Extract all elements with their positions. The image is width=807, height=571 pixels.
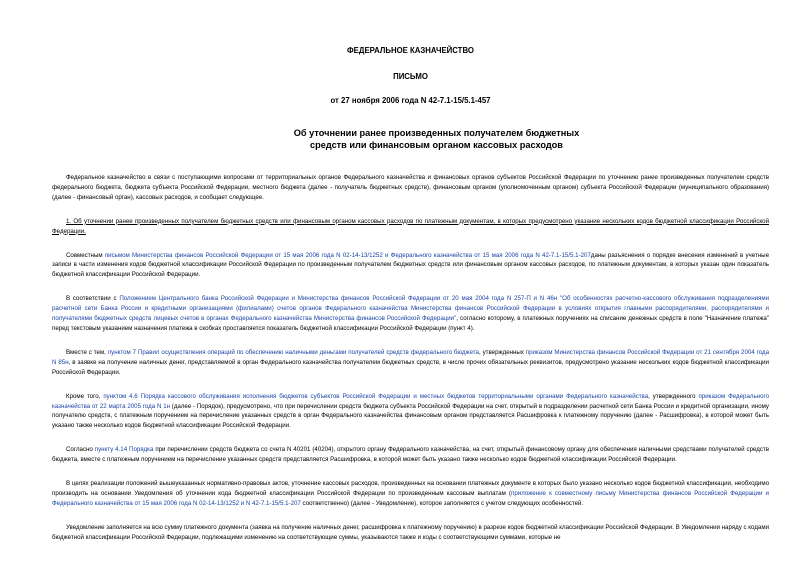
paragraph-notification: Уведомление заполняется на всю сумму платежного документа (заявка на получение наличных денег, расшифровка к платежному поручению) в разрезе кодов бюджетной классификации Российской Федерации. В Уведомлении наряду с кодами бюджетной классификации Российской Федерации, подлежащими изменению на соответствующие суммы, указываются также и коды с соответствующими суммами, которые не <box>52 523 769 541</box>
text-run: соответственно) (далее - Уведомление), которое заполняется с учетом следующих особенностей. <box>300 499 584 507</box>
text-run: , утвержденного <box>648 392 699 400</box>
title-line-1: Об уточнении ранее произведенных получателем бюджетных <box>293 128 580 138</box>
link-treasury-order-1n[interactable]: приказом Федерального казначейства от 22 марта 2005 года N 1н <box>52 392 769 410</box>
link-procedure-clause-4-14[interactable]: пункту 4.14 Порядка <box>94 446 154 454</box>
paragraph-cash-rules <box>52 348 769 378</box>
text-run: Совместным <box>66 251 105 259</box>
document-date-number: от 27 ноября 2006 года N 42-7.1-15/5.1-457 <box>330 96 491 105</box>
text-run: Вместе с тем, <box>66 348 108 356</box>
paragraph-central-bank-regulation <box>52 294 769 334</box>
text-run: (далее - Порядок), предусмотрено, что при перечислении средств бюджета субъекта Российской Федерации на счет, открытый в подразделении расчетной сети Банка России и кредитной организации, иному получателю средств, с платежным поручением на перечисление указанных средств в орган Федерального казначейства финансовым органом представляется Расшифровка к платежному поручению (далее - Расшифровка), в которой может быть указано также несколько кодов бюджетной классификации Российской Федерации. <box>52 402 769 430</box>
text-run: Кроме того, <box>66 392 104 400</box>
text-run: В соответствии с <box>66 295 120 303</box>
paragraph-procedure-4-6 <box>52 392 769 432</box>
paragraph-joint-letter <box>52 251 769 281</box>
text-run: при перечислении средств бюджета со счета N 40201 (40204), открытого органу Федерального казначейства, на счет, открытый финансовому органу для обеспечения наличными средствами получателей средств бюджета, вместе с платежным поручением на перечисление указанных средств представляется Расшифровка, в которой может быть указано также несколько кодов бюджетной классификации Российской Федерации. <box>52 446 769 464</box>
link-joint-letter-appendix[interactable]: приложение к совместному письму Министерства финансов Российской Федерации и Федерального казначейства от 15 мая 2006 года N 02-14-13/1252 и N 42-7.1-15/5.1-207 <box>52 489 769 507</box>
section-1-heading: 1. Об уточнении ранее произведенных получателем бюджетных средств или финансовым органом кассовых расходов по платежным документам, в которых предусмотрено указание нескольких кодов бюджетной классификации Российской Федерации. <box>52 217 769 235</box>
document-title <box>104 127 769 151</box>
link-procedure-clause-4-6[interactable]: пунктом 4.6 Порядка кассового обслуживания исполнения бюджетов субъектов Российской Федерации и местных бюджетов территориальными органами Федерального казначейства <box>103 392 649 400</box>
link-central-bank-regulation[interactable]: Положением Центрального банка Российской Федерации и Министерства финансов Российской Федерации от 20 мая 2004 года N 257-П и N 46н "Об особенностях расчетно-кассового обслуживания подразделениями расчетной сети Банка России и кредитными организациями (филиалами) счетов органов Федерального казначейства Министерства финансов Российской Федерации в условиях открытия главными распорядителями, распорядителями и получателями бюджетных средств лицевых счетов в органах Федерального казначейства Министерства финансов Российской Федерации" <box>52 295 769 323</box>
link-minfin-order-85n[interactable]: приказом Министерства финансов Российской Федерации от 21 сентября 2004 года N 85н <box>52 348 769 366</box>
document-type: ПИСЬМО <box>393 72 428 81</box>
document-body <box>52 173 769 543</box>
issuing-organization: ФЕДЕРАЛЬНОЕ КАЗНАЧЕЙСТВО <box>347 46 474 55</box>
text-run: , в заявке на получение наличных денег, представляемой в орган Федерального казначейства получателем бюджетных средств, в числе прочих обязательных реквизитов, предусмотрено указание нескольких кодов бюджетной классификации Российской Федерации. <box>52 358 769 376</box>
title-line-2: средств или финансовым органом кассовых расходов <box>310 140 563 150</box>
link-cash-rules-clause-7[interactable]: пунктом 7 Правил осуществления операций по обеспечению наличными деньгами получателей средств федерального бюджета <box>107 348 479 356</box>
paragraph-implementation <box>52 479 769 509</box>
paragraph-procedure-4-14 <box>52 445 769 465</box>
link-joint-letter-2006[interactable]: письмом Министерства финансов Российской Федерации от 15 мая 2006 года N 02-14-13/1252 и Федерального казначейства от 15 мая 2006 года N 42-7.1-15/5.1-207 <box>104 251 591 259</box>
text-run: Согласно <box>66 446 95 454</box>
paragraph-intro: Федеральное казначейство в связи с поступающими вопросами от территориальных органов Федерального казначейства и финансовых органов субъектов Российской Федерации по уточнению ранее произведенных получателем средств федерального бюджета, бюджета субъекта Российской Федерации, местного бюджета (далее - получатель бюджетных средств), финансовым органом (уполномоченным органом) субъекта Российской Федерации (муниципального образования) (далее - финансовый орган), кассовых расходов, и сообщает следующее. <box>52 174 769 201</box>
text-run: даны разъяснения о порядке внесения изменений в учетные записи в части изменения кодов бюджетной классификации Российской Федерации по произведенным получателем бюджетных средств или финансовым органом кассовых расходов, по платежным документам, в которых указан один показатель бюджетной классификации Российской Федерации. <box>52 251 769 279</box>
text-run: , согласно которому, в платежных поручениях на списание денежных средств в поле "Назначение платежа" перед текстовым указанием назначения платежа в скобках проставляется показатель бюджетной классификации Российской Федерации (пункт 4). <box>52 315 769 332</box>
text-run: , утвержденных <box>478 348 526 356</box>
text-run: В целях реализации положений вышеуказанных нормативно-правовых актов, уточнение кассовых расходов, произведенных на основании платежных документе в которых было указано несколько кодов бюджетной классификации, необходимо производить на основании Уведомления об уточнении кода бюджетной классификации Российской Федерации по произведенным кассовым выплатам ( <box>52 480 769 497</box>
